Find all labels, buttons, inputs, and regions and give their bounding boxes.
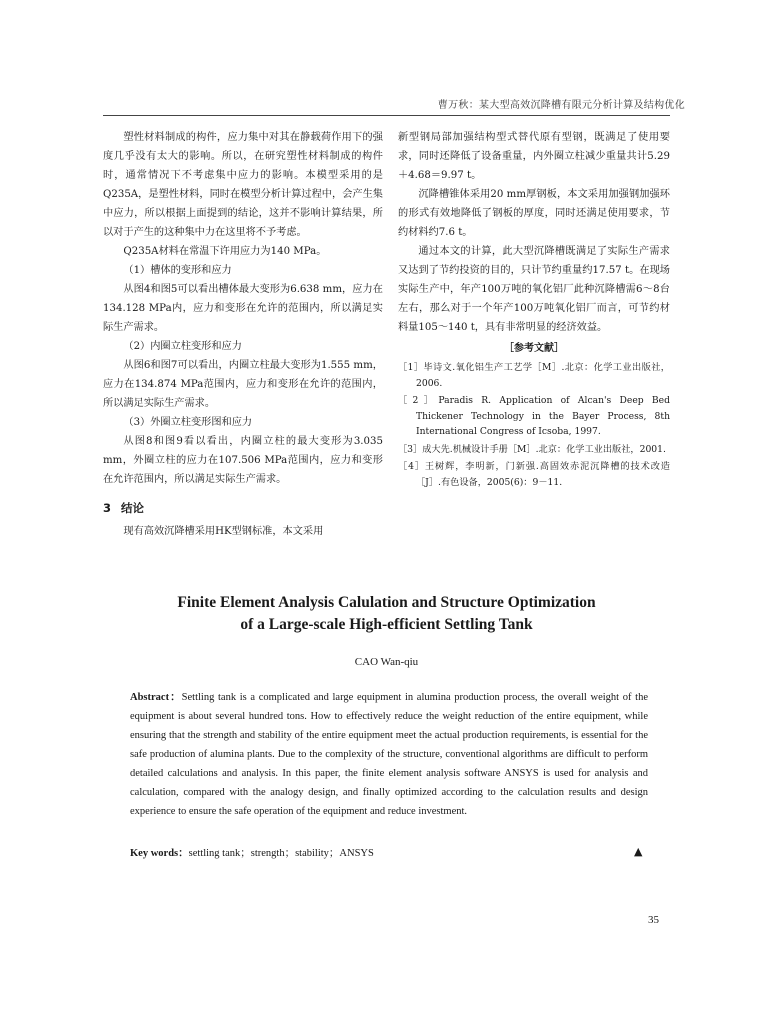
body-paragraph: 现有高效沉降槽采用HK型钢标准，本文采用 <box>123 526 324 537</box>
body-paragraph: 通过本文的计算，此大型沉降槽既满足了实际生产需求又达到了节约投资的目的，只计节约重量约17.57 t。在现场实际生产中，年产100万吨的氧化铝厂此种沉降槽需6～8台左右，那么对于一个年产100万吨氧化铝厂而言，可节约材料量105～140 t，具有非常明显的经济效益。 <box>398 246 670 333</box>
subsection-label: （3）外圈立柱变形图和应力 <box>123 417 253 428</box>
body-paragraph: Q235A材料在常温下许用应力为140 MPa。 <box>123 246 327 257</box>
subsection-label: （1）槽体的变形和应力 <box>123 265 232 276</box>
abstract-label: Abstract： <box>130 692 182 703</box>
keywords-label: Key words： <box>130 848 189 859</box>
keywords-text: settling tank；strength；stability；ANSYS <box>188 848 374 859</box>
section-heading <box>103 499 383 518</box>
end-mark-icon: ▲ <box>634 845 643 858</box>
reference-item: ［1］毕诗文.氧化铝生产工艺学［M］.北京：化学工业出版社，2006. <box>398 362 670 389</box>
reference-item: ［3］成大先.机械设计手册［M］.北京：化学工业出版社，2001. <box>398 443 666 455</box>
body-paragraph: 沉降槽锥体采用20 mm厚钢板，本文采用加强钢加强环的形式有效地降低了钢板的厚度，同时还满足使用要求，节约材料约7.6 t。 <box>398 189 670 238</box>
abstract-text: Settling tank is a complicated and large equipment in alumina production process, the overall weight of the equipment is about several hundred tons. How to effectively reduce the weight reduction of the entire equipment, while ensuring that the strength and stability of the entire equipment meet the actual production requirements, is essential for the safe production of alumina plants. Due to the complexity of the structure, conventional algorithms are difficult to perform detailed calculations and analysis. In this paper, the finite element analysis software ANSYS is used for analysis and calculation, compared with the analogy design, and finally optimized according to the calculation results and design experience to ensure the safe operation of the equipment and reduce investment. <box>130 692 648 817</box>
running-header: 曹万秋：某大型高效沉降槽有限元分析计算及结构优化 <box>437 100 685 111</box>
body-paragraph: 从图4和图5可以看出槽体最大变形为6.638 mm，应力在134.128 MPa内，应力和变形在允许的范围内，所以满足实际生产需求。 <box>103 284 383 333</box>
english-keywords <box>130 845 648 860</box>
english-title-line: of a Large-scale High-efficient Settling Tank <box>240 616 533 633</box>
english-author: CAO Wan-qiu <box>354 656 419 668</box>
right-column <box>398 128 670 490</box>
header-rule <box>103 115 670 116</box>
body-paragraph: 新型钢局部加强结构型式替代原有型钢，既满足了使用要求，同时还降低了设备重量，内外圈立柱减少重量共计5.29＋4.68＝9.97 t。 <box>398 132 670 181</box>
body-paragraph: 从图6和图7可以看出，内圈立柱最大变形为1.555 mm，应力在134.874 MPa范围内，应力和变形在允许的范围内，所以满足实际生产需求。 <box>103 360 383 409</box>
section-number: 3 <box>103 501 112 515</box>
reference-item: ［4］王树辉，李明新，门新强.高固效赤泥沉降槽的技术改造［J］.有色设备，2005(6)：9－11. <box>398 461 670 488</box>
page-number: 35 <box>648 914 659 926</box>
left-column <box>103 128 383 541</box>
english-title <box>100 592 673 636</box>
english-title-line: Finite Element Analysis Calulation and Structure Optimization <box>177 594 596 611</box>
english-abstract <box>130 688 648 821</box>
body-paragraph: 塑性材料制成的构件，应力集中对其在静载荷作用下的强度几乎没有太大的影响。所以，在研究塑性材料制成的构件时，通常情况下不考虑集中应力的影响。本模型采用的是Q235A，是塑性材料，同时在模型分析计算过程中，会产生集中应力，所以根据上面提到的结论，这并不影响计算结果，所以对于产生的这种集中力在这里将不予考虑。 <box>103 132 383 238</box>
body-paragraph: 从图8和图9看以看出，内圈立柱的最大变形为3.035 mm，外圈立柱的应力在107.506 MPa范围内，应力和变形在允许范围内，所以满足实际生产需求。 <box>103 436 383 485</box>
subsection-label: （2）内圈立柱变形和应力 <box>123 341 242 352</box>
references-title: ［参考文献］ <box>504 343 564 354</box>
section-title: 结论 <box>121 501 145 515</box>
reference-item: ［2］Paradis R. Application of Alcan's Deep Bed Thickener Technology in the Bayer Process, 8th International Congress of Icsoba, 1997. <box>398 395 670 437</box>
